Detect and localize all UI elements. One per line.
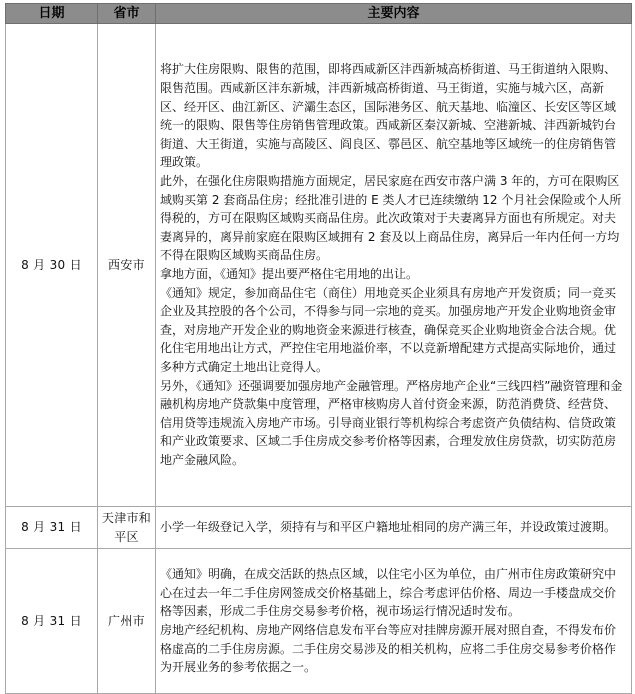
table-header-row — [6, 4, 632, 24]
content-paragraph: 此外，在强化住房限购措施方面规定，居民家庭在西安市落户满 3 年的，方可在限购区域购买第 2 套商品住房；经批准引进的 E 类人才已连续缴纳 12 个月社会保险或个人所得税的，方可在限购区域购买商品住房。此次政策对于夫妻离异方面也有所规定。对夫妻离异的，离异前家庭在限购区域拥有 2 套及以上商品住房，离异后一年内任何一方均不得在限购区域购买商品住房。 — [160, 174, 622, 263]
header-date: 日期 — [6, 4, 98, 24]
row-content — [156, 549, 632, 694]
policy-table — [5, 3, 632, 694]
content-paragraph: 《通知》规定，参加商品住宅（商住）用地竞买企业须具有房地产开发资质；同一竞买企业及其控股的各个公司，不得参与同一宗地的竞买。加强房地产开发企业购地资金审查，对房地产开发企业的购地资金来源进行核查，确保竞买企业购地资金合法合规。优化住宅用地出让方式，严控住宅用地溢价率，不以竞新增配建方式提高实际地价，通过多种方式确定土地出让竞得人。 — [160, 285, 617, 374]
row-city: 广州市 — [98, 549, 156, 694]
header-city: 省市 — [98, 4, 156, 24]
row-city: 西安市 — [98, 24, 156, 507]
content-paragraph: 将扩大住房限购、限售的范围，即将西咸新区沣西新城高桥街道、马王街道纳入限购、限售范围。西咸新区沣东新城，沣西新城高桥街道、马王街道，实施与城六区，高新区、经开区、曲江新区、浐灞生态区，国际港务区、航天基地、临潼区、长安区等区域统一的限购、限售等住房销售管理政策。西咸新区秦汉新城、空港新城、沣西新城钓台街道、大王街道，实施与高陵区、阎良区、鄠邑区、航空基地等区域统一的住房销售管理政策。 — [160, 62, 617, 170]
content-paragraph: 小学一年级登记入学，须持有与和平区户籍地址相同的房产满三年，并设政策过渡期。 — [160, 520, 617, 535]
row-city: 天津市和平区 — [98, 507, 156, 549]
row-date: 8 月 30 日 — [6, 24, 98, 507]
content-paragraph: 拿地方面，《通知》提出要严格住宅用地的出让。 — [160, 267, 419, 281]
content-paragraph: 《通知》明确，在成交活跃的热点区域，以住宅小区为单位，由广州市住房政策研究中心在过去一年二手住房网签成交价格基础上，综合考虑评估价格、周边一手楼盘成交价格等因素，形成二手住房交易参考价格，视市场运行情况适时发布。 — [160, 567, 617, 619]
row-date: 8 月 31 日 — [6, 507, 98, 549]
header-content: 主要内容 — [156, 4, 632, 24]
content-paragraph: 另外，《通知》还强调要加强房地产金融管理。严格房地产企业“三线四档”融资管理和金融机构房地产贷款集中度管理，严格审核购房人首付资金来源，防范消费贷、经营贷、信用贷等违规流入房地产市场。引导商业银行等机构综合考虑资产负债结构、信贷政策和产业政策要求、区域二手住房成交参考价格等因素，合理发放住房贷款，切实防范房地产金融风险。 — [160, 378, 623, 467]
row-content — [156, 507, 632, 549]
row-content — [156, 24, 632, 507]
table-row-xian — [6, 24, 632, 507]
table-row-guangzhou — [6, 549, 632, 694]
content-paragraph: 房地产经纪机构、房地产网络信息发布平台等应对挂牌房源开展对照自查，不得发布价格虚高的二手住房房源。二手住房交易涉及的相关机构，应将二手住房交易参考价格作为开展业务的参考依据之一。 — [160, 623, 617, 675]
table-row-tianjin — [6, 507, 632, 549]
row-date: 8 月 31 日 — [6, 549, 98, 694]
